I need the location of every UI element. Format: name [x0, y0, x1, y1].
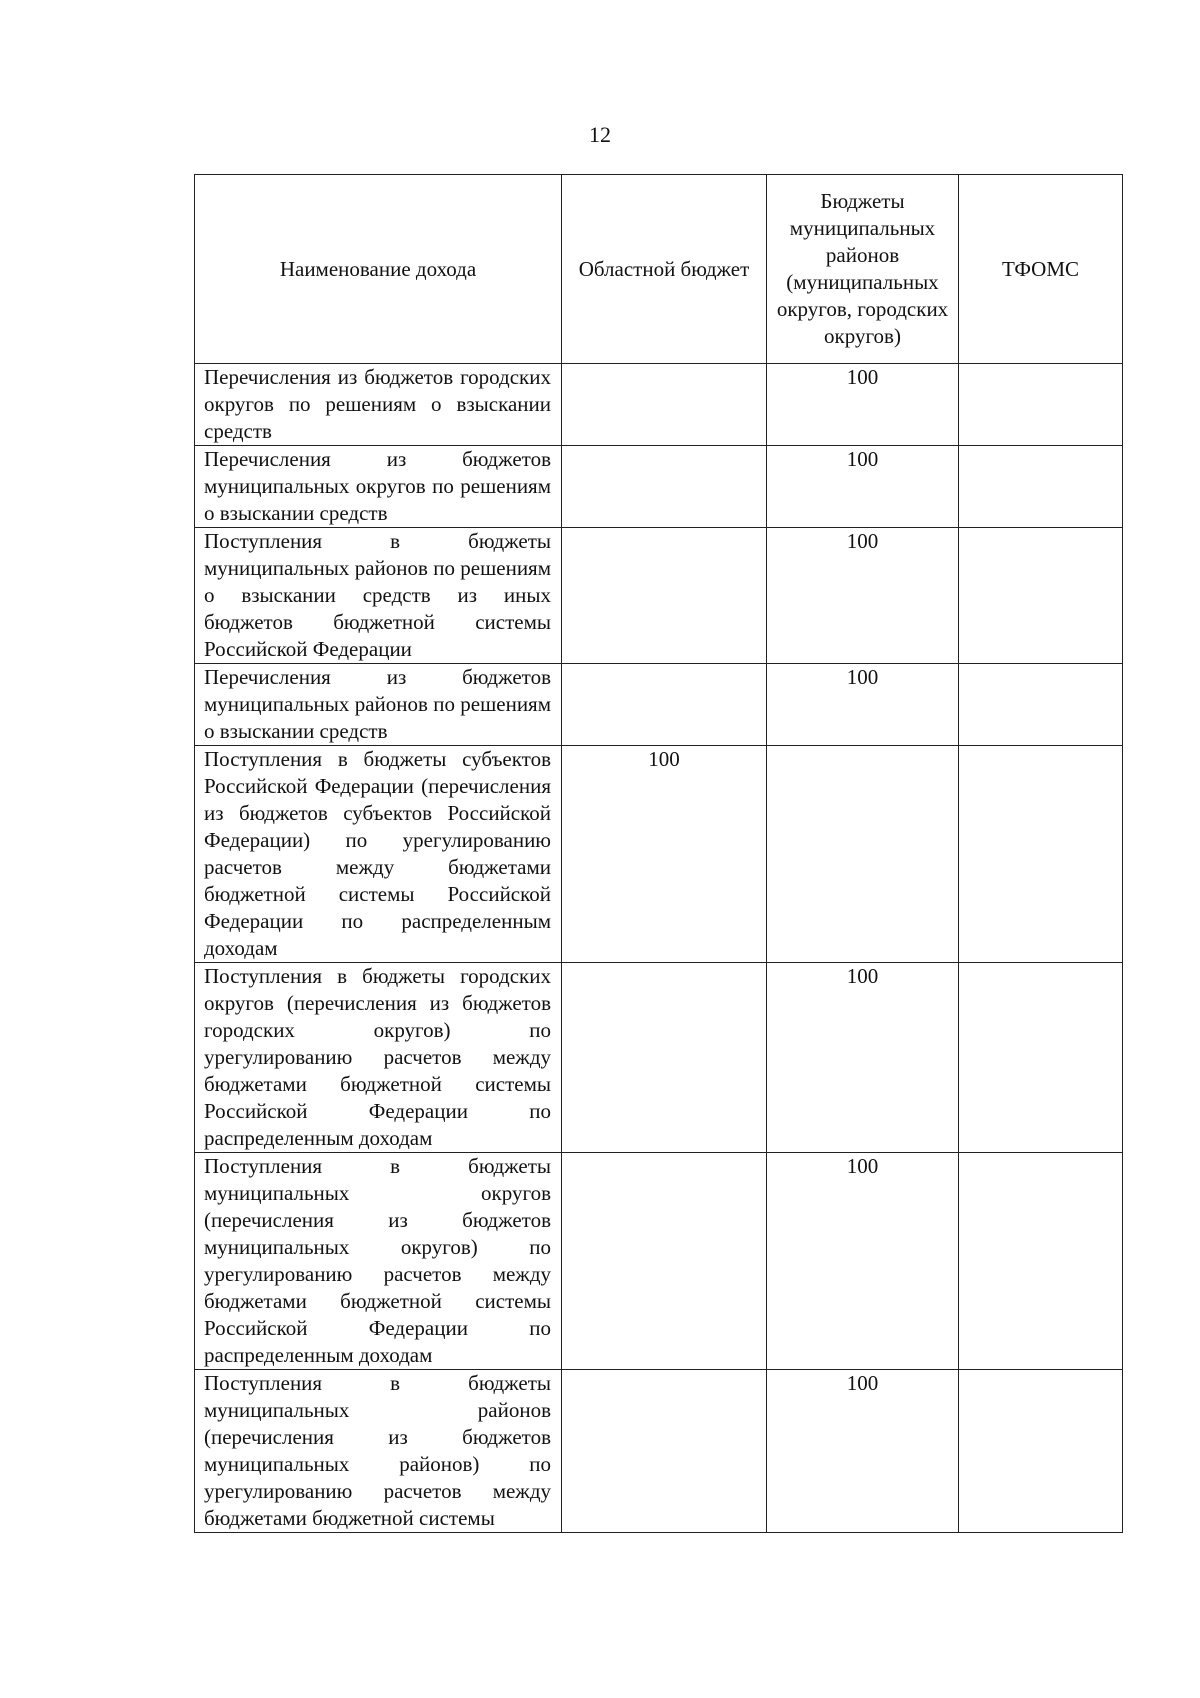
regional-budget-cell — [562, 528, 767, 664]
header-income-name: Наименование дохода — [195, 175, 562, 364]
tfoms-cell — [959, 528, 1123, 664]
income-name-cell: Поступления в бюджеты муниципальных округов (перечисления из бюджетов муниципальных округов) по урегулированию расчетов между бюджетами бюджетной системы Российской Федерации по распределенным доходам — [195, 1153, 562, 1370]
regional-budget-cell — [562, 1153, 767, 1370]
tfoms-cell — [959, 364, 1123, 446]
tfoms-cell — [959, 1153, 1123, 1370]
regional-budget-cell — [562, 963, 767, 1153]
table-row — [195, 1370, 1123, 1533]
table-row — [195, 528, 1123, 664]
income-name-cell: Поступления в бюджеты муниципальных районов (перечисления из бюджетов муниципальных районов) по урегулированию расчетов между бюджетами бюджетной системы — [195, 1370, 562, 1533]
regional-budget-cell — [562, 664, 767, 746]
tfoms-cell — [959, 664, 1123, 746]
table-header-row — [195, 175, 1123, 364]
header-municipal-budgets: Бюджеты муниципальных районов (муниципальных округов, городских округов) — [767, 175, 959, 364]
income-name-cell: Перечисления из бюджетов муниципальных районов по решениям о взыскании средств — [195, 664, 562, 746]
tfoms-cell — [959, 746, 1123, 963]
table-row — [195, 664, 1123, 746]
table-row — [195, 1153, 1123, 1370]
municipal-budget-cell: 100 — [767, 364, 959, 446]
page-number: 12 — [589, 122, 611, 147]
income-name-cell: Поступления в бюджеты субъектов Российской Федерации (перечисления из бюджетов субъектов Российской Федерации) по урегулированию расчетов между бюджетами бюджетной системы Российской Федерации по распределенным доходам — [195, 746, 562, 963]
header-regional-budget: Областной бюджет — [562, 175, 767, 364]
municipal-budget-cell: 100 — [767, 963, 959, 1153]
regional-budget-cell — [562, 364, 767, 446]
table-row — [195, 746, 1123, 963]
income-name-cell: Перечисления из бюджетов городских округов по решениям о взыскании средств — [195, 364, 562, 446]
tfoms-cell — [959, 1370, 1123, 1533]
municipal-budget-cell — [767, 746, 959, 963]
tfoms-cell — [959, 446, 1123, 528]
municipal-budget-cell: 100 — [767, 1370, 959, 1533]
table-row — [195, 963, 1123, 1153]
income-name-cell: Перечисления из бюджетов муниципальных округов по решениям о взыскании средств — [195, 446, 562, 528]
table-row — [195, 446, 1123, 528]
table-row — [195, 364, 1123, 446]
regional-budget-cell — [562, 446, 767, 528]
regional-budget-cell — [562, 1370, 767, 1533]
municipal-budget-cell: 100 — [767, 664, 959, 746]
municipal-budget-cell: 100 — [767, 528, 959, 664]
tfoms-cell — [959, 963, 1123, 1153]
municipal-budget-cell: 100 — [767, 1153, 959, 1370]
header-tfoms: ТФОМС — [959, 175, 1123, 364]
income-name-cell: Поступления в бюджеты муниципальных районов по решениям о взыскании средств из иных бюджетов бюджетной системы Российской Федерации — [195, 528, 562, 664]
income-distribution-table — [194, 174, 1123, 1533]
municipal-budget-cell: 100 — [767, 446, 959, 528]
regional-budget-cell: 100 — [562, 746, 767, 963]
income-name-cell: Поступления в бюджеты городских округов (перечисления из бюджетов городских округов) по урегулированию расчетов между бюджетами бюджетной системы Российской Федерации по распределенным доходам — [195, 963, 562, 1153]
